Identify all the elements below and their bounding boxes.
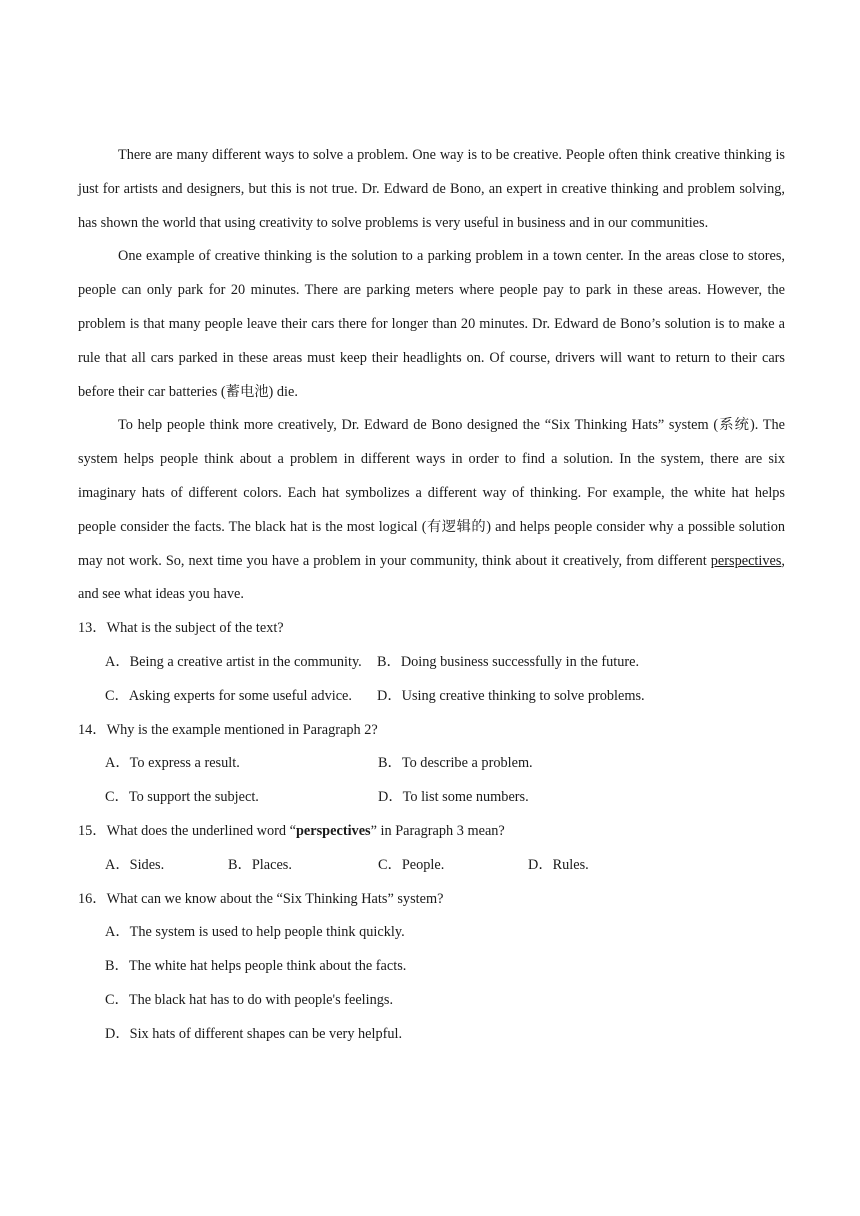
question-16-option-d-row: [105, 1018, 785, 1052]
question-16-option-c-row: [105, 984, 785, 1018]
q15-option-a: A．Sides.: [105, 856, 165, 873]
q14-option-d: D．To list some numbers.: [378, 789, 529, 806]
question-15-stem: [78, 815, 785, 849]
paragraph-3-ending: , and see what ideas you have.: [78, 552, 785, 603]
q15-bold-word: perspectives: [295, 822, 371, 839]
question-14-options-row-1: [105, 747, 785, 781]
paragraph-3-text: To help people think more creatively, Dr. Edward de Bono designed the “Six Thinking Hats” system (系统). The system helps people think about a problem in different ways in order to find a solution. In the system, there are six imaginary hats of different colors. Each hat symbolizes a different way of thinking. For example, the white hat helps people consider the facts. The black hat is the most logical (有逻辑的) and helps people consider why a possible solution may not work. So, next time you have a problem in your community, think about it creatively, from different: [78, 417, 785, 569]
q13-option-a: A．Being a creative artist in the community.: [105, 653, 362, 670]
question-13-stem: 13．What is the subject of the text?: [78, 620, 284, 637]
q14-option-b: B．To describe a problem.: [378, 755, 533, 772]
q16-option-c: C．The black hat has to do with people's feelings.: [105, 991, 394, 1008]
document-page: [78, 139, 785, 1052]
passage-paragraph-1: There are many different ways to solve a problem. One way is to be creative. People often think creative thinking is just for artists and designers, but this is not true. Dr. Edward de Bono, an expert in creative thinking and problem solving, has shown the world that using creativity to solve problems is very useful in business and in our communities.: [78, 147, 785, 231]
question-13-options-row-1: [105, 646, 785, 680]
question-14-options-row-2: [105, 781, 785, 815]
question-14-stem: 14．Why is the example mentioned in Paragraph 2?: [78, 721, 378, 738]
passage-paragraph-3: [78, 409, 785, 612]
question-15-options-row: [105, 849, 785, 883]
q15-option-d: D．Rules.: [528, 856, 589, 873]
q15-option-c: C．People.: [378, 856, 445, 873]
q15-stem-end: ” in Paragraph 3 mean?: [370, 822, 505, 839]
q15-option-b: B．Places.: [228, 856, 292, 873]
question-16-stem: 16．What can we know about the “Six Thinking Hats” system?: [78, 890, 444, 907]
question-16-option-a-row: [105, 916, 785, 950]
q14-option-c: C．To support the subject.: [105, 789, 259, 806]
q13-option-d: D．Using creative thinking to solve problems.: [377, 687, 645, 704]
q14-option-a: A．To express a result.: [105, 755, 240, 772]
q15-stem-start: 15．What does the underlined word “: [78, 822, 296, 839]
q13-option-b: B．Doing business successfully in the future.: [377, 653, 640, 670]
q13-option-c: C．Asking experts for some useful advice.: [105, 687, 352, 704]
q16-option-d: D．Six hats of different shapes can be very helpful.: [105, 1025, 403, 1042]
q16-option-b: B．The white hat helps people think about the facts.: [105, 958, 407, 975]
question-16-option-b-row: [105, 950, 785, 984]
question-13-options-row-2: [105, 680, 785, 714]
underlined-word-perspectives: perspectives: [710, 552, 782, 569]
q16-option-a: A．The system is used to help people think quickly.: [105, 924, 405, 941]
passage-paragraph-2: One example of creative thinking is the solution to a parking problem in a town center. In the areas close to stores, people can only park for 20 minutes. There are parking meters where people pay to park in these areas. However, the problem is that many people leave their cars there for longer than 20 minutes. Dr. Edward de Bono’s solution is to make a rule that all cars parked in these areas must keep their headlights on. Of course, drivers will want to return to their cars before their car batteries (蓄电池) die.: [78, 248, 785, 400]
